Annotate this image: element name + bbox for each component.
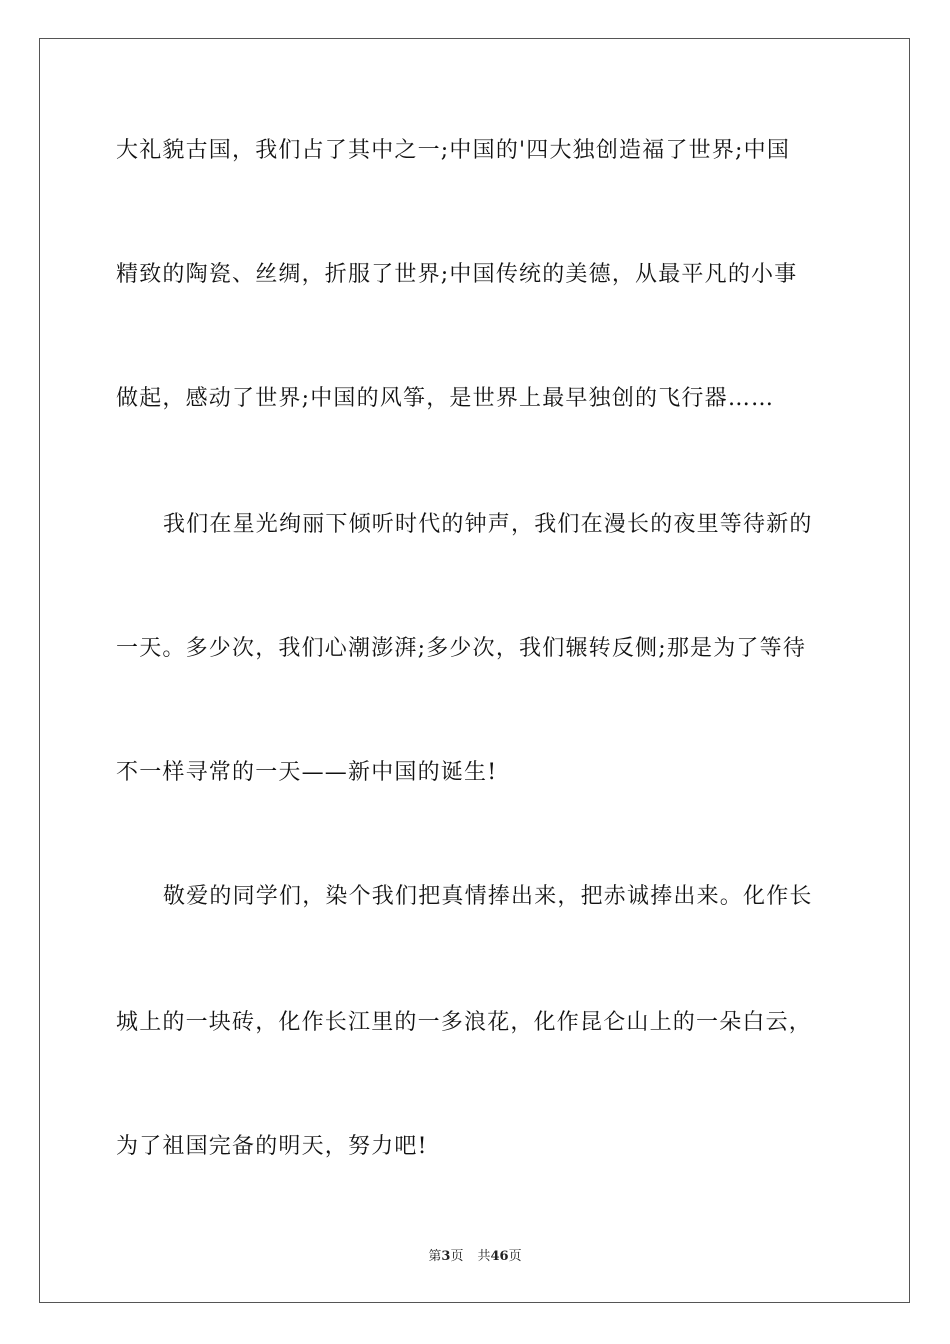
text-line-9: 为了祖国完备的明天，努力吧! (116, 1134, 428, 1159)
footer-current-page: 3 (441, 1249, 451, 1264)
page-footer (0, 1248, 950, 1266)
text-line-6: 不一样寻常的一天——新中国的诞生! (116, 760, 498, 785)
footer-page-suffix: 页 (450, 1249, 464, 1264)
text-line-8: 城上的一块砖，化作长江里的一多浪花，化作昆仑山上的一朵白云， (116, 1010, 813, 1035)
text-line-7: 敬爱的同学们，染个我们把真情捧出来，把赤诚捧出来。化作长 (163, 884, 813, 909)
text-line-1: 大礼貌古国，我们占了其中之一;中国的'四大独创造福了世界;中国 (116, 138, 791, 163)
footer-total-prefix: 共 (477, 1249, 491, 1264)
text-line-4: 我们在星光绚丽下倾听时代的钟声，我们在漫长的夜里等待新的 (163, 512, 813, 537)
text-line-3: 做起，感动了世界;中国的风筝，是世界上最早独创的飞行器…… (116, 386, 775, 411)
text-line-2: 精致的陶瓷、丝绸，折服了世界;中国传统的美德，从最平凡的小事 (116, 262, 798, 287)
footer-page-prefix: 第 (428, 1249, 442, 1264)
footer-total-suffix: 页 (508, 1249, 522, 1264)
page-border (39, 38, 910, 1303)
footer-total-pages: 46 (490, 1249, 509, 1264)
text-line-5: 一天。多少次，我们心潮澎湃;多少次，我们辗转反侧;那是为了等待 (116, 636, 807, 661)
